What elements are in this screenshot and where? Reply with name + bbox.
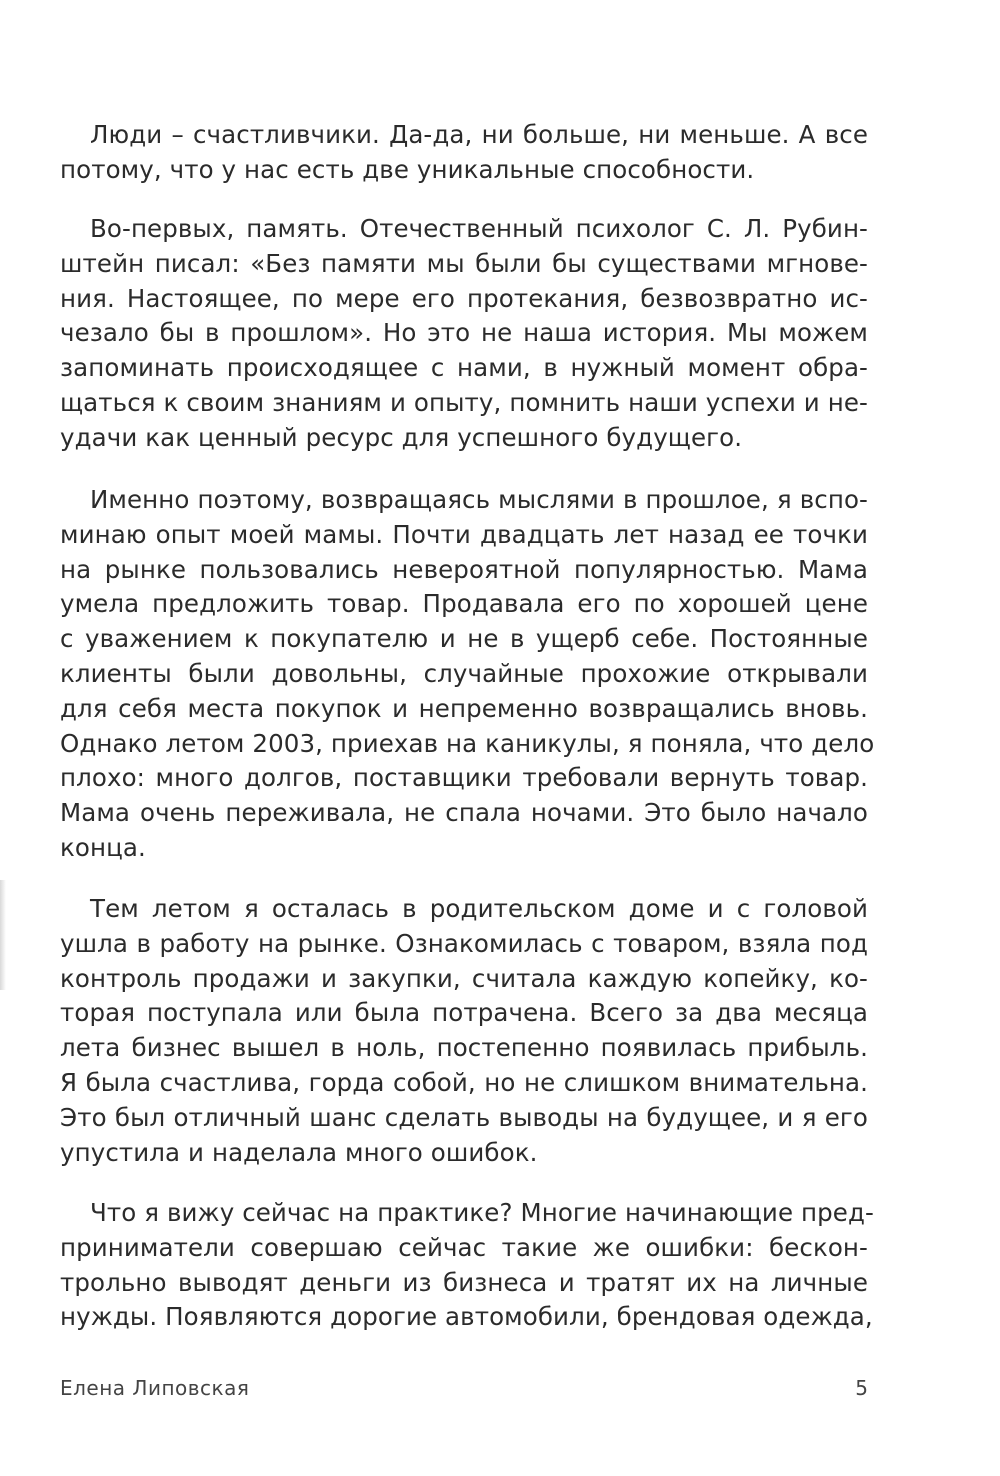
- paragraph-3: [60, 483, 875, 866]
- text-line: нужды. Появляются дорогие автомобили, брендовая одежда,: [60, 1302, 873, 1332]
- text-line: конца.: [60, 832, 146, 862]
- text-line: Что я вижу сейчас на практике? Многие начинающие пред-: [90, 1198, 874, 1227]
- footer-author: Елена Липовская: [60, 1376, 250, 1400]
- paragraph-4: [60, 892, 868, 1170]
- text-line: удачи как ценный ресурс для успешного будущего.: [60, 422, 743, 452]
- paragraph-5: [60, 1196, 874, 1335]
- text-line: Люди – счастливчики. Да-да, ни больше, ни меньше. А все: [90, 120, 868, 149]
- paragraph-2: [60, 212, 868, 456]
- text-line: чезало бы в прошлом». Но это не наша история. Мы можем: [60, 318, 868, 348]
- text-line: трольно выводят деньги из бизнеса и тратят их на личные: [60, 1267, 868, 1297]
- text-line: приниматели совершаю сейчас такие же ошибки: бескон-: [60, 1232, 868, 1262]
- text-line: упустила и наделала много ошибок.: [60, 1137, 538, 1167]
- text-line: лета бизнес вышел в ноль, постепенно появилась прибыль.: [60, 1033, 868, 1063]
- text-line: умела предложить товар. Продавала его по хорошей цене: [60, 589, 868, 619]
- text-line: Именно поэтому, возвращаясь мыслями в прошлое, я вспо-: [90, 485, 868, 514]
- text-line: щаться к своим знаниям и опыту, помнить наши успехи и не-: [60, 387, 868, 417]
- text-line: Во-первых, память. Отечественный психолог С. Л. Рубин-: [90, 214, 868, 243]
- text-line: с уважением к покупателю и не в ущерб себе. Постоянные: [60, 624, 868, 654]
- text-line: Тем летом я осталась в родительском доме и с головой: [90, 894, 868, 923]
- text-line: контроль продажи и закупки, считала каждую копейку, ко-: [60, 963, 868, 993]
- text-line: плохо: много долгов, поставщики требовали вернуть товар.: [60, 763, 868, 793]
- text-line: Это был отличный шанс сделать выводы на будущее, и я его: [60, 1102, 868, 1132]
- text-line: клиенты были довольны, случайные прохожие открывали: [60, 658, 868, 688]
- text-line: для себя места покупок и непременно возвращались вновь.: [60, 693, 868, 723]
- text-line: Мама очень переживала, не спала ночами. Это было начало: [60, 798, 868, 828]
- text-line: потому, что у нас есть две уникальные способности.: [60, 154, 755, 184]
- text-line: ушла в работу на рынке. Ознакомилась с товаром, взяла под: [60, 928, 868, 958]
- text-line: ния. Настоящее, по мере его протекания, безвозвратно ис-: [60, 283, 868, 313]
- text-line: Однако летом 2003, приехав на каникулы, я поняла, что дело: [60, 728, 875, 758]
- text-line: торая поступала или была потрачена. Всего за два месяца: [60, 998, 868, 1028]
- text-line: минаю опыт моей мамы. Почти двадцать лет назад ее точки: [60, 519, 868, 549]
- text-line: штейн писал: «Без памяти мы были бы существами мгнове-: [60, 248, 868, 278]
- text-line: запоминать происходящее с нами, в нужный момент обра-: [60, 353, 868, 383]
- page-number: 5: [855, 1376, 868, 1400]
- text-line: Я была счастлива, горда собой, но не слишком внимательна.: [60, 1067, 868, 1097]
- page-edge-shadow: [0, 880, 6, 990]
- text-line: на рынке пользовались невероятной популярностью. Мама: [60, 554, 868, 584]
- paragraph-1: [60, 118, 868, 188]
